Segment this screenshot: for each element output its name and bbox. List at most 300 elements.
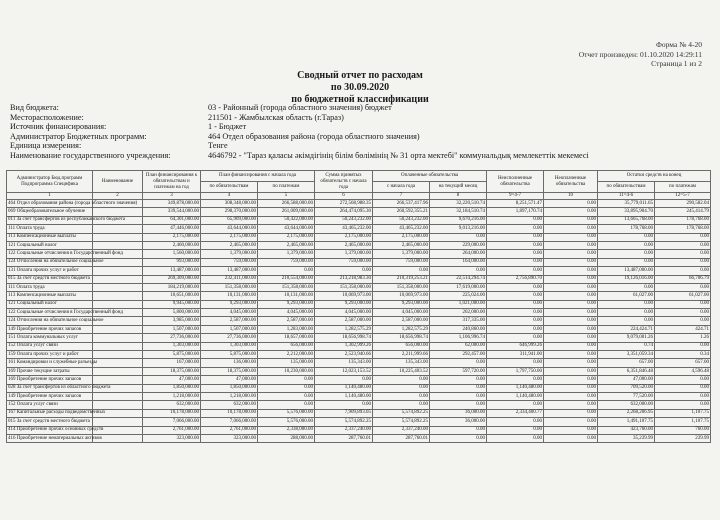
row-code-name: 069 Общеобразовательное обучение — [7, 208, 93, 216]
col-plan-group: План финансирования с начала года — [201, 171, 315, 182]
info-value: 464 Отдел образования района (города областного значения) — [208, 131, 420, 141]
table-row — [7, 351, 711, 359]
cell-pm: 17,619,000.00 — [430, 283, 487, 291]
row-code-name: 122 Социальные отчисления в Государственный фонд — [7, 309, 93, 317]
col-paid-month: на текущий месяц — [430, 182, 487, 193]
row-code-name: 152 Оплата услуг связи — [7, 342, 93, 350]
cell-np: 0.00 — [544, 250, 598, 258]
col-unfulfilled: Неисполненные обязательства — [487, 171, 544, 193]
info-value: 03 - Районный (города областного значения) бюджет — [208, 103, 392, 112]
cell-p1: 1,379,000.00 — [201, 250, 258, 258]
col-rest-pay: по платежам — [655, 182, 711, 193]
info-label: Единица измерения: — [10, 141, 82, 150]
cell-np: 0.00 — [544, 241, 598, 249]
cell-np: 0.00 — [544, 309, 598, 317]
cell-rp: 0.00 — [655, 258, 711, 266]
row-code-name: 414 Приобретение прочих основных средств — [7, 426, 93, 434]
cell-p2: 5,576,000.00 — [258, 418, 315, 426]
cell-ps: 10,225,403.52 — [373, 367, 430, 375]
row-name-cell — [93, 392, 143, 400]
cell-ps: 10,069,973.00 — [373, 292, 430, 300]
row-code-name: 159 Оплата прочих услуг и работ — [7, 351, 93, 359]
table-row — [7, 426, 711, 434]
col-unpaid: Неоплаченные обязательства — [544, 171, 598, 193]
cell-p2: 2,465,000.00 — [258, 241, 315, 249]
cell-reg: 50,243,232.00 — [315, 216, 373, 224]
cell-p1: 47,000.00 — [201, 376, 258, 384]
info-label: Месторасположение: — [10, 112, 84, 122]
table-row — [7, 409, 711, 417]
cell-pm: 0.00 — [430, 392, 487, 400]
report-title: Сводный отчет по расходам — [297, 70, 423, 81]
cell-u: 1,140,480.00 — [487, 392, 544, 400]
cell-plan: 64,301,000.00 — [143, 216, 201, 224]
cell-ps: 5,574,892.25 — [373, 409, 430, 417]
cell-p1: 308,348,000.00 — [201, 200, 258, 208]
cell-reg: 2,587,000.00 — [315, 317, 373, 325]
col-paid-start: с начала года — [373, 182, 430, 193]
cell-ro: 2,268,206.95 — [598, 409, 655, 417]
row-code-name: 169 Прочие текущие затраты — [7, 367, 93, 375]
page-number: Страница 1 из 2 — [651, 59, 702, 68]
col-plan-pay: по платежам — [258, 182, 315, 193]
cell-u: 0.00 — [487, 225, 544, 233]
cell-pm: 264,000.00 — [430, 250, 487, 258]
table-row — [7, 317, 711, 325]
cell-plan: 2,761,000.00 — [143, 426, 201, 434]
table-row — [7, 258, 711, 266]
cell-p2: 50,422,000.00 — [258, 216, 315, 224]
cell-np: 0.00 — [544, 267, 598, 275]
info-row — [10, 141, 710, 151]
cell-ro: 77,520.00 — [598, 392, 655, 400]
row-name-cell — [93, 325, 143, 333]
row-code-name: 149 Приобретение прочих запасов — [7, 325, 93, 333]
cell-ps: 50,243,232.00 — [373, 216, 430, 224]
cell-ro: 0.00 — [598, 309, 655, 317]
cell-ps: 18,656,998.74 — [373, 334, 430, 342]
cell-rp: 657.00 — [655, 359, 711, 367]
row-name-cell — [93, 275, 143, 283]
column-number: 7 — [373, 193, 430, 200]
cell-np: 0.00 — [544, 275, 598, 283]
cell-p2: 135,000.00 — [258, 359, 315, 367]
table-row — [7, 376, 711, 384]
cell-ro: 33,895,904.70 — [598, 208, 655, 216]
cell-ro: 0.00 — [598, 300, 655, 308]
info-value: Тенге — [208, 141, 228, 150]
cell-ps: 135,343.00 — [373, 359, 430, 367]
cell-np: 0.00 — [544, 418, 598, 426]
cell-pm: 240,860.00 — [430, 325, 487, 333]
cell-ps: 0.00 — [373, 401, 430, 409]
cell-ro: 0.00 — [598, 250, 655, 258]
cell-pm: 1,106,996.74 — [430, 334, 487, 342]
cell-plan: 9,945,000.00 — [143, 300, 201, 308]
cell-reg: 18,656,998.74 — [315, 334, 373, 342]
cell-plan: 993,000.00 — [143, 258, 201, 266]
cell-rp: 0.00 — [655, 250, 711, 258]
cell-u: 0.00 — [487, 267, 544, 275]
cell-pm: 9,013,216.00 — [430, 225, 487, 233]
cell-p2: 2,212,000.00 — [258, 351, 315, 359]
cell-p2: 1,379,000.00 — [258, 250, 315, 258]
cell-u: 2,334,400.77 — [487, 409, 544, 417]
produced-date: Отчет произведен: 01.10.2020 14:29:11 — [578, 49, 702, 59]
cell-reg: 5,574,892.25 — [315, 418, 373, 426]
cell-p2: 43,644,000.00 — [258, 225, 315, 233]
cell-rp: 0.00 — [655, 392, 711, 400]
table-row — [7, 250, 711, 258]
cell-ro: 0.00 — [598, 241, 655, 249]
cell-pm: 0.00 — [430, 267, 487, 275]
table-body — [7, 200, 711, 443]
row-code-name: 149 Приобретение прочих запасов — [7, 392, 93, 400]
cell-pm: 36,000.00 — [430, 409, 487, 417]
column-number: 8 — [430, 193, 487, 200]
cell-ps: 260,592,355.21 — [373, 208, 430, 216]
cell-plan: 18,375,000.00 — [143, 367, 201, 375]
cell-u: 0.00 — [487, 317, 544, 325]
cell-u: 0.00 — [487, 283, 544, 291]
column-number: 11=4-6 — [598, 193, 655, 200]
cell-ps: 2,211,999.66 — [373, 351, 430, 359]
table-row — [7, 233, 711, 241]
cell-pm: 62,000.00 — [430, 342, 487, 350]
cell-ro: 0.00 — [598, 233, 655, 241]
cell-u: 0.00 — [487, 250, 544, 258]
cell-u: 0.00 — [487, 334, 544, 342]
cell-np: 0.00 — [544, 376, 598, 384]
cell-rp: 0.00 — [655, 384, 711, 392]
cell-rp: 760.00 — [655, 426, 711, 434]
table-row — [7, 392, 711, 400]
table-row — [7, 216, 711, 224]
cell-ps: 266,537,417.96 — [373, 200, 430, 208]
cell-ro: 0.00 — [598, 283, 655, 291]
cell-p1: 1,850,000.00 — [201, 384, 258, 392]
table-row — [7, 309, 711, 317]
cell-p1: 10,131,000.00 — [201, 292, 258, 300]
cell-p1: 7,066,000.00 — [201, 418, 258, 426]
cell-plan: 5,875,000.00 — [143, 351, 201, 359]
cell-ps: 1,282,575.29 — [373, 325, 430, 333]
cell-rp: 290,582.04 — [655, 200, 711, 208]
row-code-name: 131 Оплата прочих услуг и работ — [7, 267, 93, 275]
cell-rp: 424.71 — [655, 325, 711, 333]
column-number: 2 — [93, 193, 143, 200]
cell-rp: 0.00 — [655, 317, 711, 325]
cell-np: 0.00 — [544, 258, 598, 266]
row-code-name: 111 Оплата труда — [7, 283, 93, 291]
cell-p2: 10,131,000.00 — [258, 292, 315, 300]
cell-ps: 2,337,240.00 — [373, 426, 430, 434]
cell-u: 646,999.26 — [487, 342, 544, 350]
cell-np: 0.00 — [544, 401, 598, 409]
info-label: Источник финансирования: — [10, 122, 107, 131]
row-code-name: 151 Оплата коммунальных услуг — [7, 334, 93, 342]
col-plan-obl: по обязательствам — [201, 182, 258, 193]
cell-rp: 0.00 — [655, 309, 711, 317]
cell-ps: 151,358,000.00 — [373, 283, 430, 291]
cell-pm: 225,024.00 — [430, 292, 487, 300]
cell-u: 1,897,170.74 — [487, 208, 544, 216]
cell-pm: 317,335.00 — [430, 317, 487, 325]
table-row — [7, 334, 711, 342]
row-name-cell — [93, 401, 143, 409]
table-row — [7, 267, 711, 275]
cell-plan: 184,219,000.00 — [143, 283, 201, 291]
row-code-name: 152 Оплата услуг связи — [7, 401, 93, 409]
cell-plan: 2,460,000.00 — [143, 241, 201, 249]
row-code-name: 416 Приобретение нематериальных активов — [7, 434, 93, 442]
info-label: Вид бюджета: — [10, 103, 59, 112]
row-name-cell — [93, 334, 143, 342]
report-period: по 30.09.2020 — [330, 82, 390, 93]
cell-ro: 35,779,011.65 — [598, 200, 655, 208]
expenses-table — [6, 170, 711, 443]
cell-p2: 0.00 — [258, 267, 315, 275]
cell-u: 0.00 — [487, 376, 544, 384]
cell-pm: 36,000.00 — [430, 418, 487, 426]
table-row — [7, 359, 711, 367]
column-number: 1 — [7, 193, 93, 200]
cell-plan: 167,000.00 — [143, 359, 201, 367]
row-code-name: 161 Командировки и служебные разъезды — [7, 359, 93, 367]
cell-np: 0.00 — [544, 409, 598, 417]
cell-reg: 7,909,893.05 — [315, 409, 373, 417]
cell-p1: 1,507,000.00 — [201, 325, 258, 333]
row-code-name: 113 Компенсационные выплаты — [7, 233, 93, 241]
cell-p1: 232,411,000.00 — [201, 275, 258, 283]
cell-reg: 12,023,153.52 — [315, 367, 373, 375]
cell-p1: 65,909,000.00 — [201, 216, 258, 224]
form-number: Форма № 4-20 — [656, 40, 702, 49]
col-plan: План финансирования к обязательствам и платежам на год — [143, 171, 201, 193]
info-row — [10, 132, 710, 142]
report-info — [10, 103, 710, 160]
cell-plan: 5,800,000.00 — [143, 309, 201, 317]
cell-pm: 0.00 — [430, 376, 487, 384]
cell-pm: 202,000.00 — [430, 309, 487, 317]
cell-p2: 1,283,000.00 — [258, 325, 315, 333]
info-row — [10, 151, 710, 161]
cell-p1: 2,175,000.00 — [201, 233, 258, 241]
cell-plan: 27,736,000.00 — [143, 334, 201, 342]
cell-reg: 135,343.00 — [315, 359, 373, 367]
row-name-cell — [93, 342, 143, 350]
cell-np: 0.00 — [544, 384, 598, 392]
cell-ps: 0.00 — [373, 376, 430, 384]
cell-rp: 61,027.00 — [655, 292, 711, 300]
cell-plan: 1,560,000.00 — [143, 250, 201, 258]
column-number: 6 — [315, 193, 373, 200]
col-rest-obl: по обязательствам — [598, 182, 655, 193]
cell-plan: 349,878,000.00 — [143, 200, 201, 208]
cell-plan: 632,000.00 — [143, 401, 201, 409]
cell-ps: 759,000.00 — [373, 258, 430, 266]
cell-p1: 1,218,000.00 — [201, 392, 258, 400]
cell-ro: 6,351,846.48 — [598, 367, 655, 375]
cell-p1: 323,000.00 — [201, 434, 258, 442]
info-value: 1 - Бюджет — [208, 122, 247, 131]
cell-np: 0.00 — [544, 434, 598, 442]
row-code-name: 122 Социальные отчисления в Государственный фонд — [7, 250, 93, 258]
cell-np: 0.00 — [544, 359, 598, 367]
cell-rp: 0.00 — [655, 342, 711, 350]
cell-rp: 4,596.48 — [655, 367, 711, 375]
cell-rp: 245,414.79 — [655, 208, 711, 216]
cell-u: 0.00 — [487, 359, 544, 367]
cell-p1: 18,375,000.00 — [201, 367, 258, 375]
cell-u: 0.00 — [487, 241, 544, 249]
cell-u: 0.00 — [487, 434, 544, 442]
cell-plan: 323,000.00 — [143, 434, 201, 442]
cell-plan: 7,066,000.00 — [143, 418, 201, 426]
cell-rp: 66,706.79 — [655, 275, 711, 283]
table-row — [7, 418, 711, 426]
cell-pm: 22,514,294.74 — [430, 275, 487, 283]
row-name-cell — [93, 367, 143, 375]
cell-plan: 47,446,000.00 — [143, 225, 201, 233]
row-code-name: 015 За счет средств местного бюджета — [7, 275, 93, 283]
cell-plan: 3,985,000.00 — [143, 317, 201, 325]
cell-u: 0.00 — [487, 300, 544, 308]
cell-pm: 9,670,216.00 — [430, 216, 487, 224]
cell-np: 0.00 — [544, 367, 598, 375]
cell-ro: 0.00 — [598, 258, 655, 266]
row-code-name: 011 За счет трансфертов из республиканского бюджета — [7, 216, 93, 224]
cell-p1: 13,487,000.00 — [201, 267, 258, 275]
column-numbers — [7, 193, 711, 200]
cell-reg: 9,293,000.00 — [315, 300, 373, 308]
cell-rp: 0.00 — [655, 376, 711, 384]
row-name-cell — [93, 241, 143, 249]
cell-np: 0.00 — [544, 325, 598, 333]
row-code-name: 124 Отчисления на обязательное социальное — [7, 317, 93, 325]
cell-p2: 2,175,000.00 — [258, 233, 315, 241]
info-row — [10, 103, 710, 113]
cell-p2: 261,009,000.00 — [258, 208, 315, 216]
cell-rp: 0.00 — [655, 300, 711, 308]
cell-ps: 4,045,000.00 — [373, 309, 430, 317]
cell-rp: 0.00 — [655, 267, 711, 275]
cell-pm: 0.00 — [430, 384, 487, 392]
cell-ro: 657.00 — [598, 359, 655, 367]
cell-u: 0.00 — [487, 258, 544, 266]
table-row — [7, 292, 711, 300]
cell-p1: 298,370,000.00 — [201, 208, 258, 216]
row-code-name: 121 Социальный налог — [7, 241, 93, 249]
row-code-name: 111 Оплата труда — [7, 225, 93, 233]
cell-pm: 229,000.00 — [430, 241, 487, 249]
cell-ro: 709,520.00 — [598, 384, 655, 392]
cell-reg: 1,140,480.00 — [315, 392, 373, 400]
cell-rp: 0.00 — [655, 401, 711, 409]
row-code-name: 124 Отчисления на обязательное социальное — [7, 258, 93, 266]
cell-p2: 759,000.00 — [258, 258, 315, 266]
cell-p2: 2,587,000.00 — [258, 317, 315, 325]
cell-reg: 759,000.00 — [315, 258, 373, 266]
table-row — [7, 367, 711, 375]
info-value: 211501 - Жамбылская область (г.Тараз) — [208, 112, 344, 122]
cell-np: 0.00 — [544, 334, 598, 342]
cell-p1: 632,000.00 — [201, 401, 258, 409]
form-meta — [502, 40, 702, 69]
cell-pm: 0.00 — [430, 359, 487, 367]
cell-np: 0.00 — [544, 342, 598, 350]
cell-p2: 656,000.00 — [258, 342, 315, 350]
cell-reg: 10,069,973.00 — [315, 292, 373, 300]
cell-ps: 0.00 — [373, 392, 430, 400]
row-code-name: 121 Социальный налог — [7, 300, 93, 308]
cell-ps: 1,379,000.00 — [373, 250, 430, 258]
cell-u: 2,756,890.70 — [487, 275, 544, 283]
cell-plan: 1,303,000.00 — [143, 342, 201, 350]
cell-p1: 1,303,000.00 — [201, 342, 258, 350]
cell-p1: 2,761,000.00 — [201, 426, 258, 434]
cell-pm: 32,220,510.74 — [430, 200, 487, 208]
cell-ps: 210,319,253.21 — [373, 275, 430, 283]
row-code-name: 167 Капитальные расходы подведомственных — [7, 409, 93, 417]
cell-plan: 1,850,000.00 — [143, 384, 201, 392]
col-name: Наименование — [93, 171, 143, 193]
cell-p2: 210,554,000.00 — [258, 275, 315, 283]
column-number: 5 — [258, 193, 315, 200]
info-label: Администратор Бюджетных программ: — [10, 131, 147, 141]
cell-np: 0.00 — [544, 351, 598, 359]
cell-p1: 759,000.00 — [201, 258, 258, 266]
cell-rp: 0.34 — [655, 351, 711, 359]
cell-pm: 597,720.00 — [430, 367, 487, 375]
row-name-cell — [93, 267, 143, 275]
cell-u: 1,797,750.00 — [487, 367, 544, 375]
cell-plan: 269,309,000.00 — [143, 275, 201, 283]
row-code-name: 169 Приобретение прочих запасов — [7, 376, 93, 384]
cell-ps: 287,760.01 — [373, 434, 430, 442]
table-row — [7, 208, 711, 216]
cell-pm: 0.00 — [430, 434, 487, 442]
cell-u: 0.00 — [487, 292, 544, 300]
cell-np: 0.00 — [544, 292, 598, 300]
cell-p1: 4,045,000.00 — [201, 309, 258, 317]
col-paid-group: Оплаченные обязательства — [373, 171, 487, 182]
cell-u: 0.00 — [487, 418, 544, 426]
table-row — [7, 283, 711, 291]
cell-reg: 151,358,000.00 — [315, 283, 373, 291]
cell-p2: 4,045,000.00 — [258, 309, 315, 317]
info-row — [10, 113, 710, 123]
row-name-cell — [93, 225, 143, 233]
cell-reg: 2,175,000.00 — [315, 233, 373, 241]
table-row — [7, 275, 711, 283]
cell-pm: 1,021,000.00 — [430, 300, 487, 308]
cell-rp: 1,107.75 — [655, 409, 711, 417]
cell-np: 0.00 — [544, 208, 598, 216]
col-registered: Сумма принятых обязательств с начала года — [315, 171, 373, 193]
cell-reg: 2,465,000.00 — [315, 241, 373, 249]
cell-plan: 2,175,000.00 — [143, 233, 201, 241]
cell-ps: 9,293,000.00 — [373, 300, 430, 308]
cell-np: 0.00 — [544, 392, 598, 400]
cell-np: 0.00 — [544, 317, 598, 325]
cell-u: 0.00 — [487, 216, 544, 224]
cell-ro: 224,424.71 — [598, 325, 655, 333]
cell-ro: 9,079,001.26 — [598, 334, 655, 342]
cell-p1: 43,644,000.00 — [201, 225, 258, 233]
cell-plan: 47,000.00 — [143, 376, 201, 384]
cell-u: 0.00 — [487, 325, 544, 333]
